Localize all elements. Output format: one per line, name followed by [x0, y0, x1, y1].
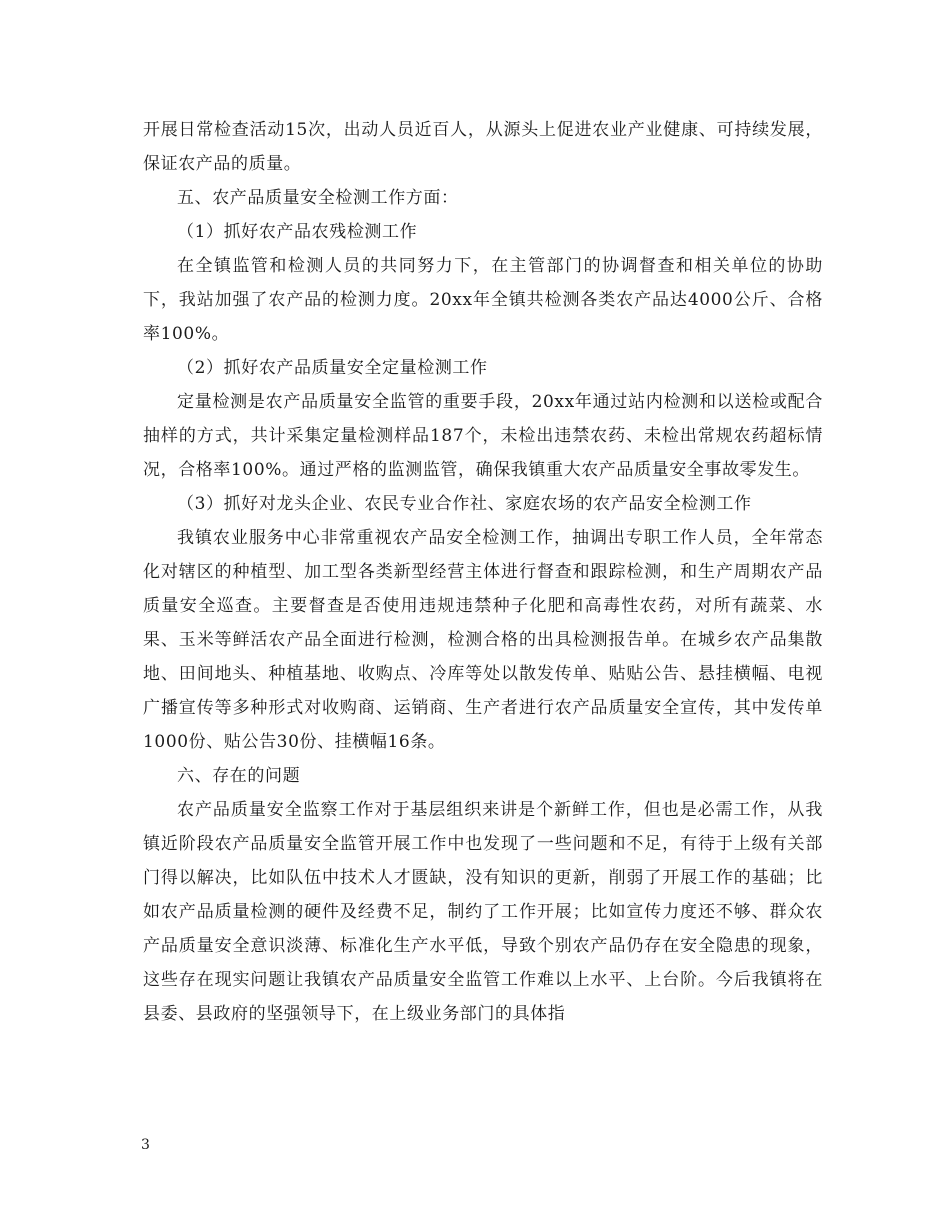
- section-heading-five: 五、农产品质量安全检测工作方面：: [177, 188, 459, 208]
- subheading-2: （2）抓好农产品质量安全定量检测工作: [177, 358, 488, 378]
- subheading-3: （3）抓好对龙头企业、农民专业合作社、家庭农场的农产品安全检测工作: [177, 494, 752, 514]
- subheading-1: （1）抓好农产品农残检测工作: [177, 222, 418, 242]
- section-heading-six: 六、存在的问题: [177, 766, 301, 786]
- paragraph-continuation: 开展日常检查活动15次，出动人员近百人，从源头上促进农业产业健康、可持续发展，保证农产品的质量。: [143, 120, 823, 174]
- paragraph-problems: 农产品质量安全监察工作对于基层组织来讲是个新鲜工作，但也是必需工作，从我镇近阶段农产品质量安全监管开展工作中也发现了一些问题和不足，有待于上级有关部门得以解决，比如队伍中技术人才匮缺，没有知识的更新，削弱了开展工作的基础；比如农产品质量检测的硬件及经费不足，制约了工作开展；比如宣传力度还不够、群众农产品质量安全意识淡薄、标准化生产水平低，导致个别农产品仍存在安全隐患的现象，这些存在现实问题让我镇农产品质量安全监管工作难以上水平、上台阶。今后我镇将在县委、县政府的坚强领导下，在上级业务部门的具体指: [143, 800, 823, 1024]
- paragraph-quantitative-testing: 定量检测是农产品质量安全监管的重要手段，20xx年通过站内检测和以送检或配合抽样的方式，共计采集定量检测样品187个，未检出违禁农药、未检出常规农药超标情况，合格率100%。通过严格的监测监管，确保我镇重大农产品质量安全事故零发生。: [143, 392, 823, 480]
- paragraph-residue-testing: 在全镇监管和检测人员的共同努力下，在主管部门的协调督查和相关单位的协助下，我站加强了农产品的检测力度。20xx年全镇共检测各类农产品达4000公斤、合格率100%。: [143, 256, 823, 344]
- paragraph-enterprise-testing: 我镇农业服务中心非常重视农产品安全检测工作，抽调出专职工作人员，全年常态化对辖区的种植型、加工型各类新型经营主体进行督查和跟踪检测，和生产周期农产品质量安全巡查。主要督查是否使用违规违禁种子化肥和高毒性农药，对所有蔬菜、水果、玉米等鲜活农产品全面进行检测，检测合格的出具检测报告单。在城乡农产品集散地、田间地头、种植基地、收购点、冷库等处以散发传单、贴贴公告、悬挂横幅、电视广播宣传等多种形式对收购商、运销商、生产者进行农产品质量安全宣传，其中发传单1000份、贴公告30份、挂横幅16条。: [143, 528, 823, 752]
- document-body: [143, 113, 823, 1031]
- page-number: 3: [141, 1137, 150, 1153]
